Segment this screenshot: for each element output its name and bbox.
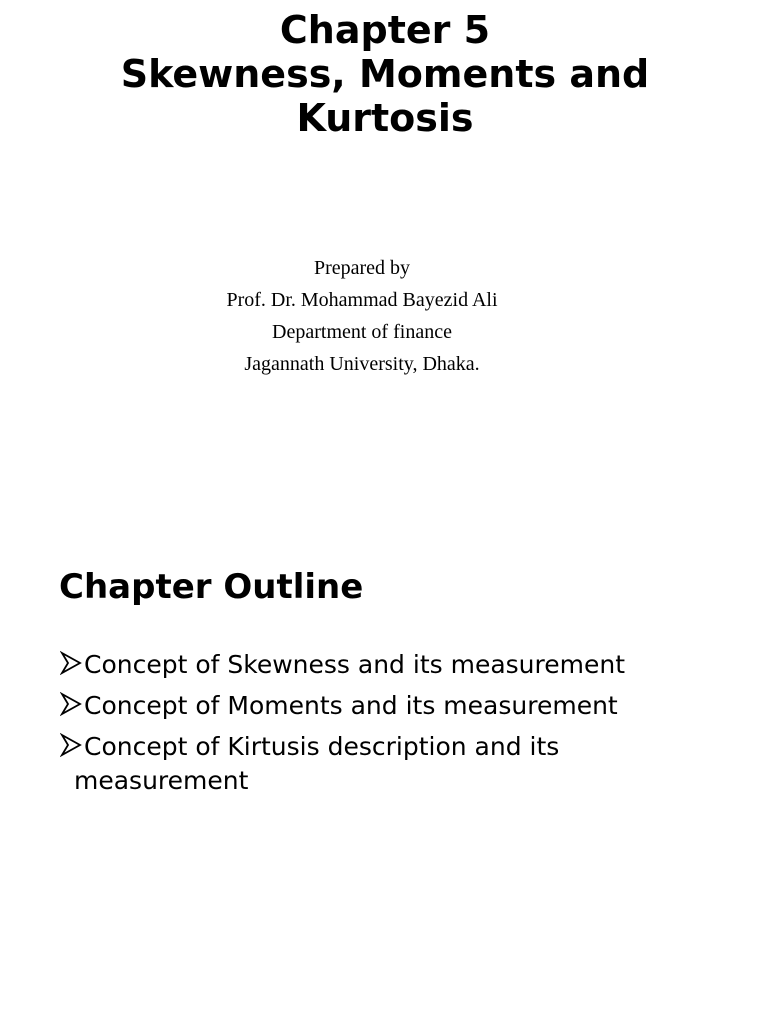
outline-item-moments xyxy=(60,689,700,723)
outline-item-text-continuation: measurement xyxy=(74,766,249,795)
outline-item-text: Concept of Moments and its measurement xyxy=(84,691,618,720)
outline-item-text: Concept of Kirtusis description and its xyxy=(84,732,560,761)
author-department: Department of finance xyxy=(272,321,452,343)
arrowhead-bullet-icon xyxy=(60,650,82,676)
author-credits xyxy=(140,252,584,380)
outline-list xyxy=(60,648,700,798)
author-university: Jagannath University, Dhaka. xyxy=(244,353,480,375)
slide-title xyxy=(0,8,768,140)
title-line-topic: Skewness, Moments and xyxy=(120,52,650,96)
outline-heading: Chapter Outline xyxy=(59,567,364,607)
author-name: Prof. Dr. Mohammad Bayezid Ali xyxy=(226,289,498,311)
title-line-topic-cont: Kurtosis xyxy=(296,96,474,140)
arrowhead-bullet-icon xyxy=(60,691,82,717)
outline-item-text: Concept of Skewness and its measurement xyxy=(84,650,626,679)
arrowhead-bullet-icon xyxy=(60,732,82,758)
prepared-by-label: Prepared by xyxy=(313,257,411,279)
outline-item-kurtosis xyxy=(60,730,700,798)
outline-item-skewness xyxy=(60,648,700,682)
title-line-chapter: Chapter 5 xyxy=(279,8,491,52)
